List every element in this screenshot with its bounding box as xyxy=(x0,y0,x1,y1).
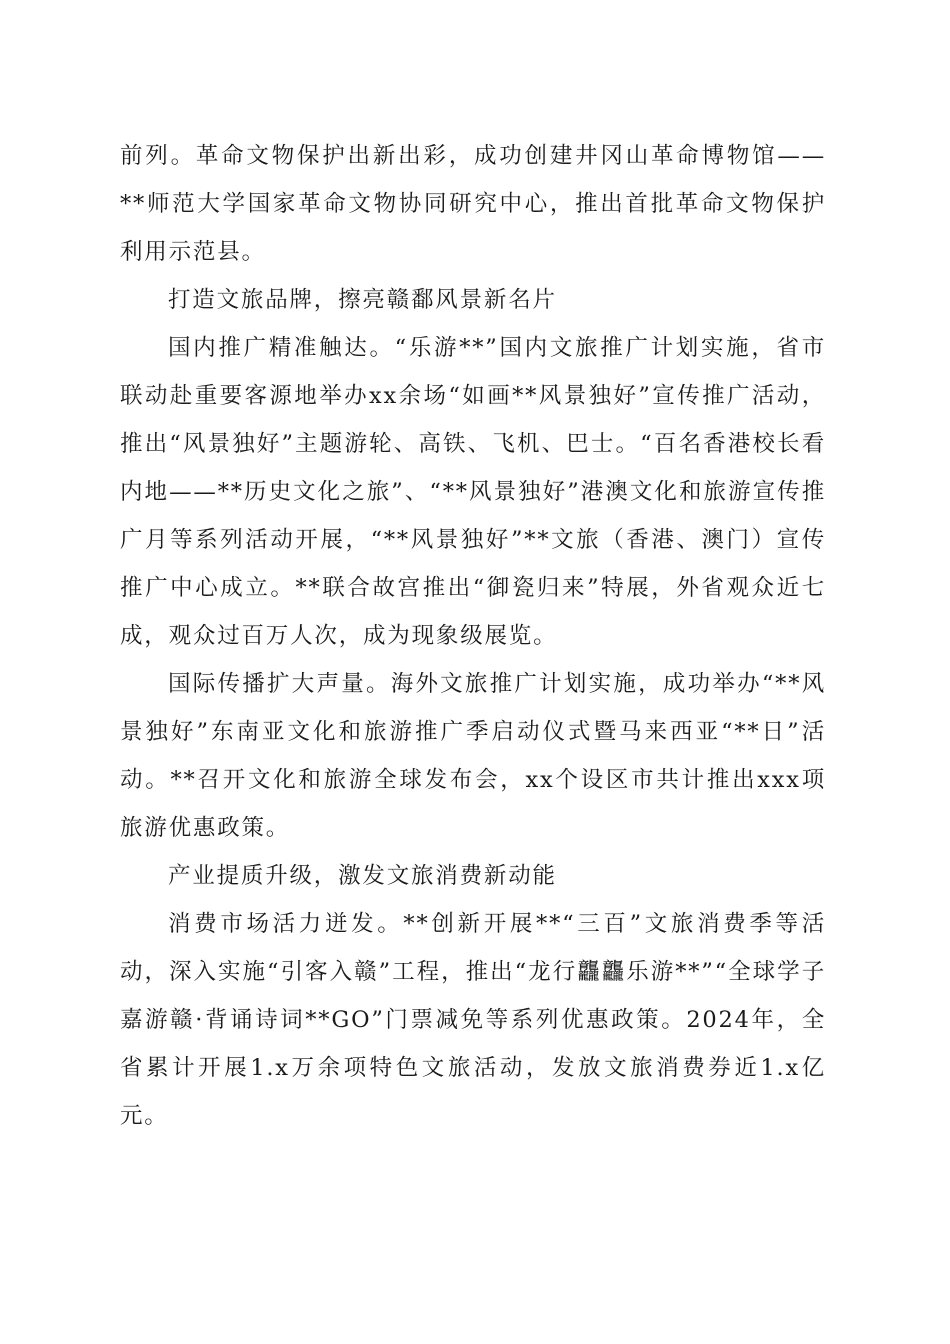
paragraph-domestic-promotion: 国内推广精准触达。“乐游**”国内文旅推广计划实施，省市联动赴重要客源地举办xx余场“如画**风景独好”宣传推广活动，推出“风景独好”主题游轮、高铁、飞机、巴士。“百名香港校长看内地——**历史文化之旅”、“**风景独好”港澳文化和旅游宣传推广月等系列活动开展，“**风景独好”**文旅（香港、澳门）宣传推广中心成立。**联合故宫推出“御瓷归来”特展，外省观众近七成，观众过百万人次，成为现象级展览。 xyxy=(120,335,826,649)
section-heading-industry: 产业提质升级，激发文旅消费新动能 xyxy=(168,863,557,889)
section-heading-brand: 打造文旅品牌，擦亮赣鄱风景新名片 xyxy=(168,287,557,313)
paragraph-continuation: 前列。革命文物保护出新出彩，成功创建井冈山革命博物馆——**师范大学国家革命文物协同研究中心，推出首批革命文物保护利用示范县。 xyxy=(120,143,826,265)
paragraph-consumption-market: 消费市场活力迸发。**创新开展**“三百”文旅消费季等活动，深入实施“引客入赣”工程，推出“龙行龘龘乐游**”“全球学子嘉游赣·背诵诗词**GO”门票减免等系列优惠政策。2024年，全省累计开展1.x万余项特色文旅活动，发放文旅消费券近1.x亿元。 xyxy=(120,911,826,1129)
paragraph-international-communication: 国际传播扩大声量。海外文旅推广计划实施，成功举办“**风景独好”东南亚文化和旅游推广季启动仪式暨马来西亚“**日”活动。**召开文化和旅游全球发布会，xx个设区市共计推出xxx项旅游优惠政策。 xyxy=(120,671,826,841)
document-page xyxy=(120,132,826,1140)
